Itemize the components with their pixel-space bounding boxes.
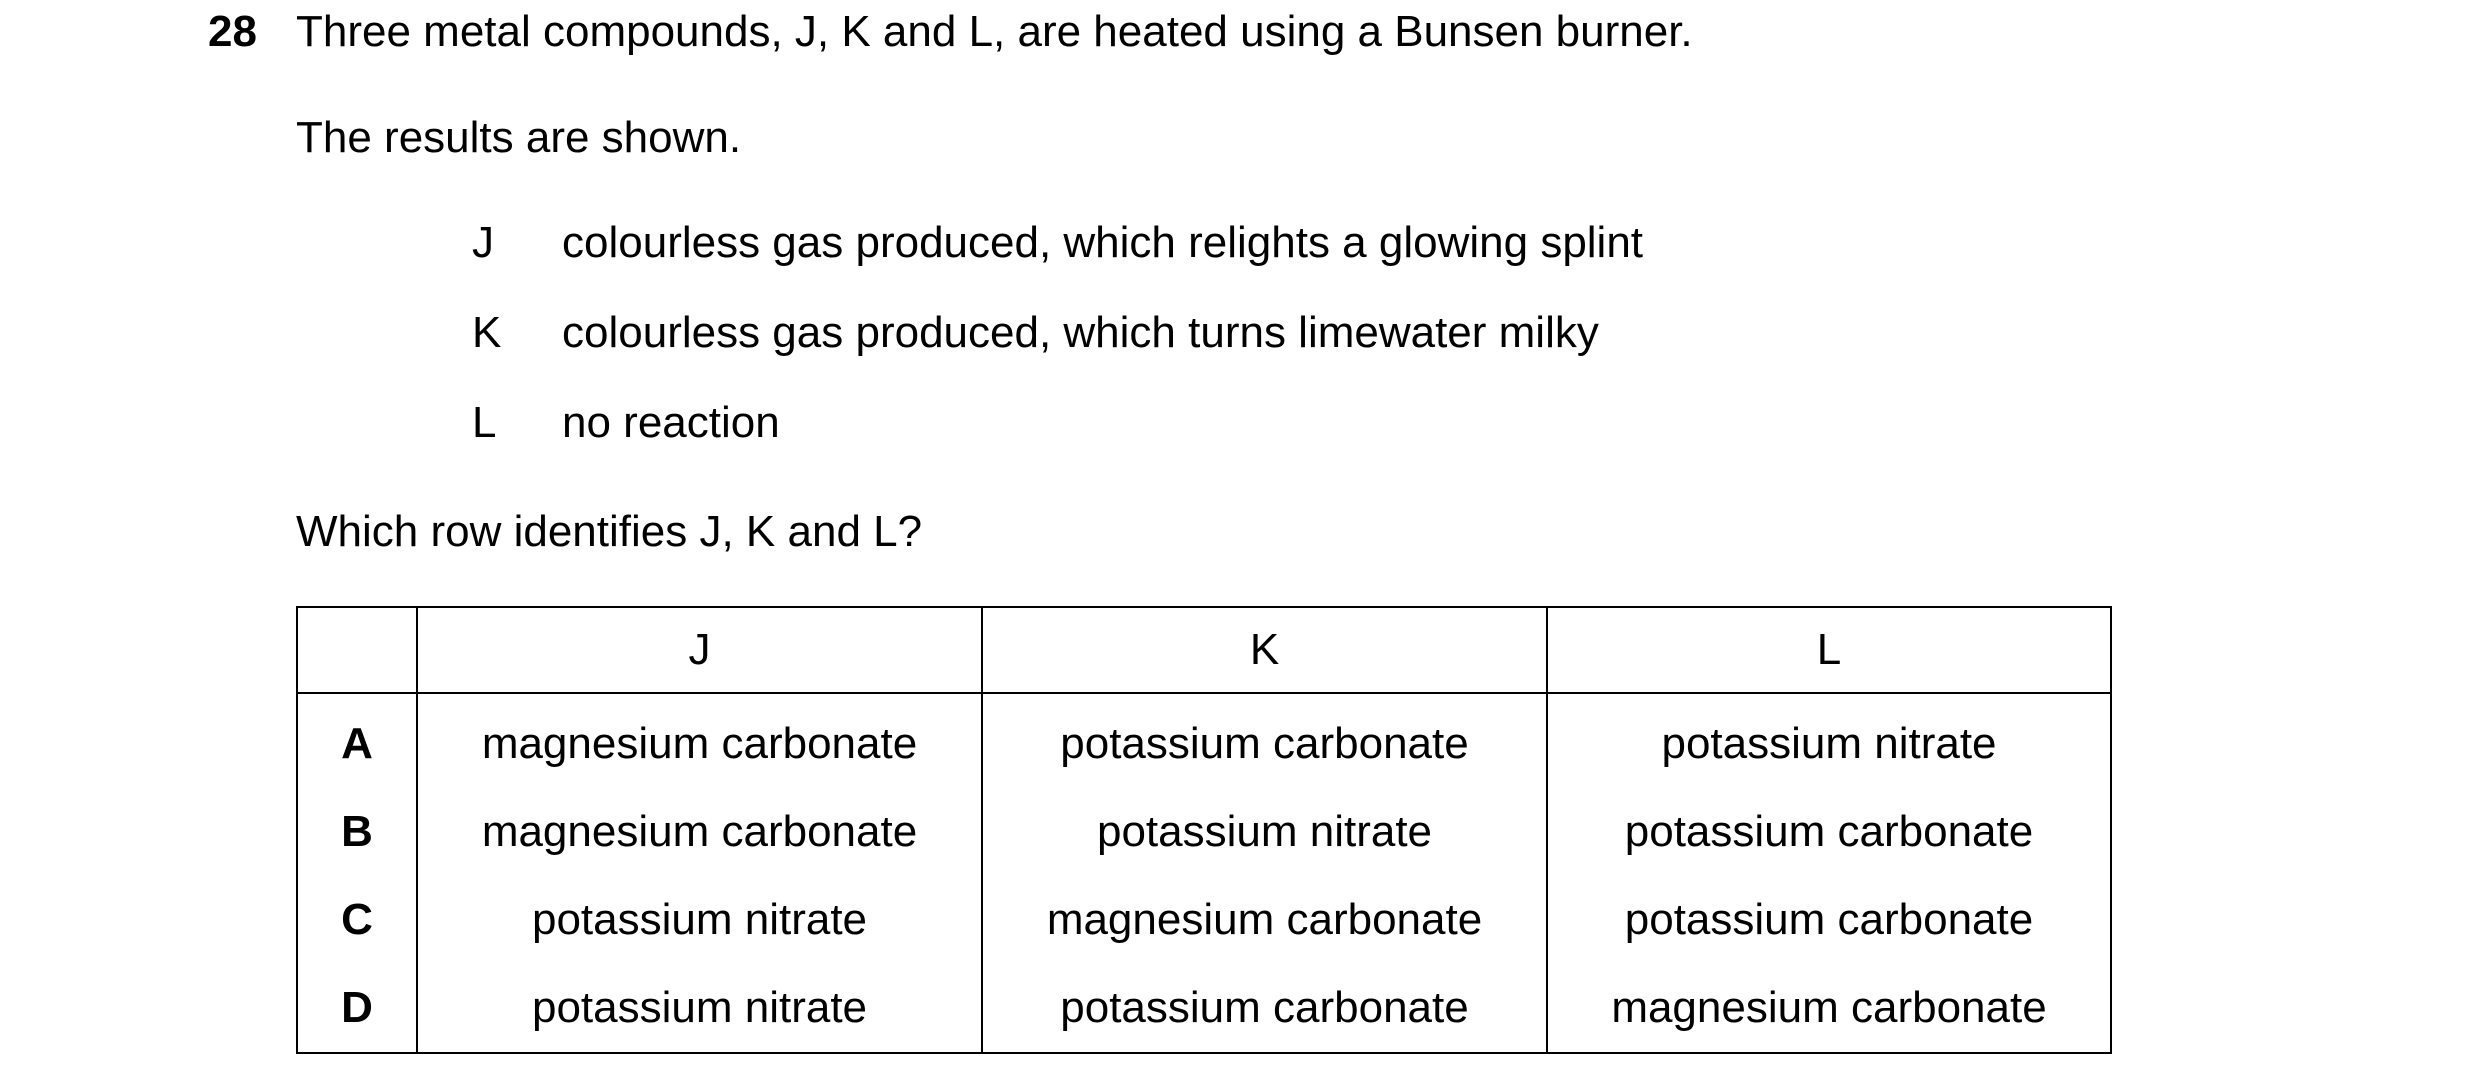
result-text: colourless gas produced, which turns limewater milky bbox=[562, 308, 1599, 357]
table-cell: potassium nitrate bbox=[1547, 693, 2111, 788]
table-cell: potassium nitrate bbox=[982, 788, 1547, 876]
table-cell: magnesium carbonate bbox=[417, 788, 982, 876]
table-cell: potassium carbonate bbox=[982, 693, 1547, 788]
table-cell: potassium nitrate bbox=[417, 876, 982, 964]
table-row-a bbox=[297, 693, 2111, 788]
table-header-blank bbox=[297, 607, 417, 693]
table-cell: potassium nitrate bbox=[417, 964, 982, 1053]
row-label: D bbox=[297, 964, 417, 1053]
question-number: 28 bbox=[208, 7, 257, 56]
result-letter: K bbox=[472, 308, 502, 357]
row-label: A bbox=[297, 693, 417, 788]
question-stem: Three metal compounds, J, K and L, are heated using a Bunsen burner. bbox=[296, 7, 1693, 56]
table-cell: magnesium carbonate bbox=[1547, 964, 2111, 1053]
table-row-d bbox=[297, 964, 2111, 1053]
table-header-row bbox=[297, 607, 2111, 693]
table-row-c bbox=[297, 876, 2111, 964]
question-prompt: Which row identifies J, K and L? bbox=[296, 507, 923, 556]
table-cell: potassium carbonate bbox=[1547, 788, 2111, 876]
table-row-b bbox=[297, 788, 2111, 876]
row-label: B bbox=[297, 788, 417, 876]
table-cell: potassium carbonate bbox=[1547, 876, 2111, 964]
results-intro: The results are shown. bbox=[296, 113, 742, 162]
options-table bbox=[296, 606, 2112, 1054]
table-header-j: J bbox=[417, 607, 982, 693]
result-letter: J bbox=[472, 218, 494, 267]
table-cell: magnesium carbonate bbox=[417, 693, 982, 788]
table-header-k: K bbox=[982, 607, 1547, 693]
table-cell: potassium carbonate bbox=[982, 964, 1547, 1053]
table-header-l: L bbox=[1547, 607, 2111, 693]
result-text: no reaction bbox=[562, 398, 780, 447]
result-letter: L bbox=[472, 398, 497, 447]
table-cell: magnesium carbonate bbox=[982, 876, 1547, 964]
row-label: C bbox=[297, 876, 417, 964]
result-text: colourless gas produced, which relights a glowing splint bbox=[562, 218, 1644, 267]
